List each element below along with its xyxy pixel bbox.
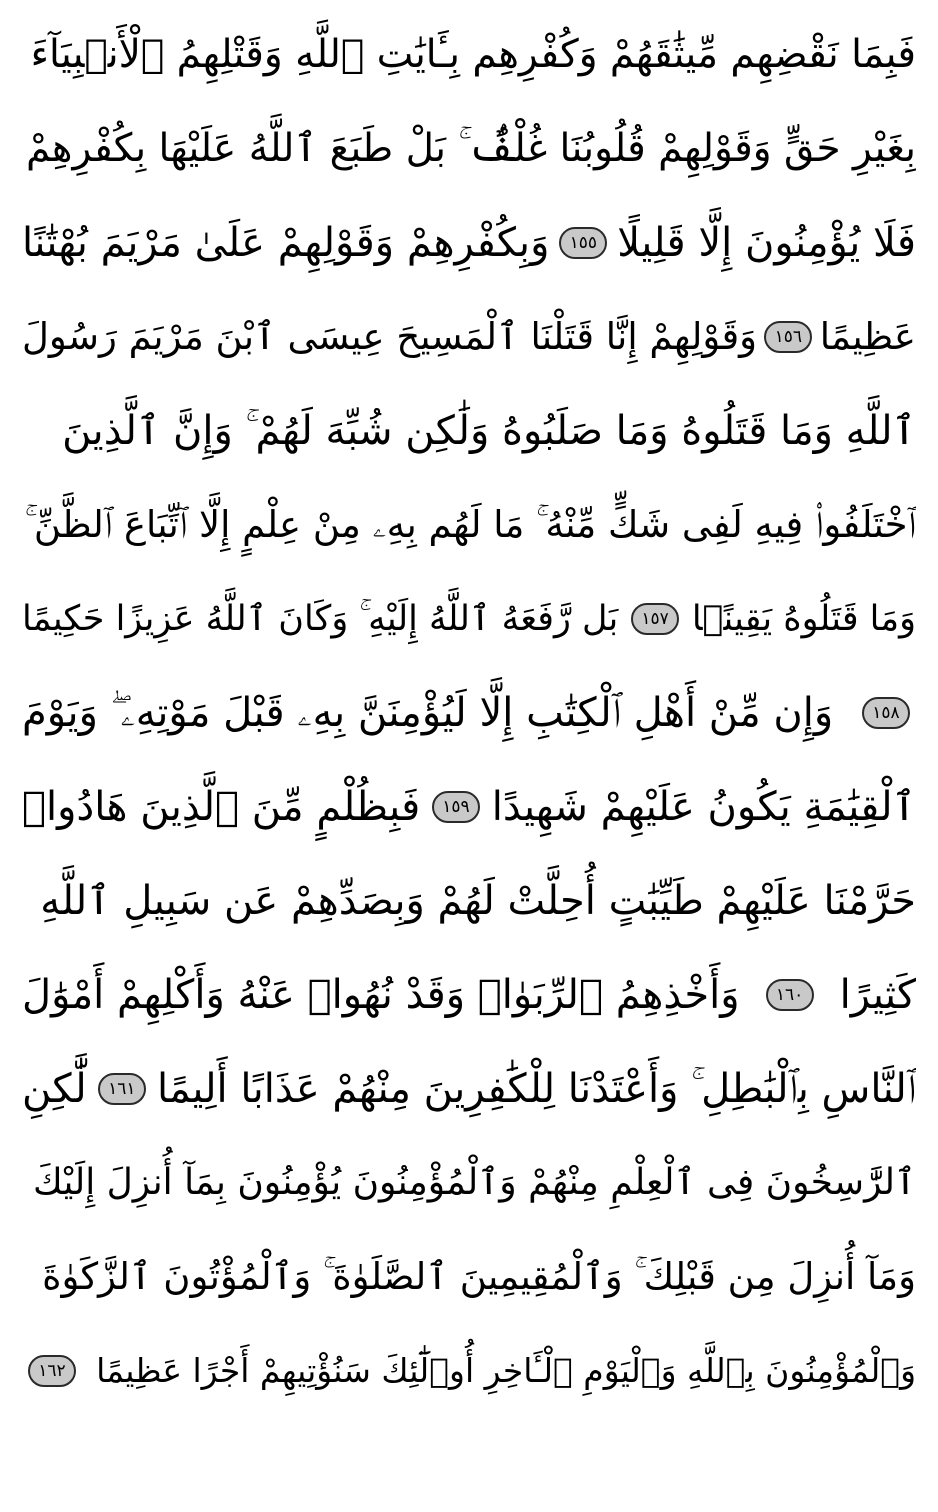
verse-text: ٱخْتَلَفُوا۟ فِيهِ لَفِى شَكٍّ مِّنْهُ ۚ مَا لَهُم بِهِۦ مِنْ عِلْمٍ إِلَّا ٱتِّبَاعَ ٱلظَّنِّ ۚ	[24, 503, 916, 546]
verse-text: فَبِظُلْمٍ مِّنَ ٱلَّذِينَ هَادُوا۟	[22, 784, 421, 830]
text-line	[22, 666, 916, 760]
verse-text: ٱلرَّٰسِخُونَ فِى ٱلْعِلْمِ مِنْهُمْ وَٱلْمُؤْمِنُونَ يُؤْمِنُونَ بِمَآ أُنزِلَ إِلَيْكَ	[33, 1162, 916, 1203]
text-line	[22, 478, 916, 572]
verse-text: لَّٰكِنِ	[22, 1066, 87, 1112]
text-line	[22, 760, 916, 854]
verse-text: وَإِن مِّنْ أَهْلِ ٱلْكِتَٰبِ إِلَّا لَيُؤْمِنَنَّ بِهِۦ قَبْلَ مَوْتِهِۦ ۖ وَيَوْمَ	[22, 690, 834, 736]
text-line	[22, 102, 916, 196]
verse-text: فَبِمَا نَقْضِهِم مِّيثَٰقَهُمْ وَكُفْرِهِم بِـَٔايَٰتِ ٱللَّهِ وَقَتْلِهِمُ ٱلْأَنۢبِيَآءَ	[30, 32, 916, 77]
verse-number-marker: ١٦٠	[766, 979, 814, 1011]
text-line	[22, 1042, 916, 1136]
text-line	[22, 196, 916, 290]
verse-text: ٱللَّهِ وَمَا قَتَلُوهُ وَمَا صَلَبُوهُ وَلَٰكِن شُبِّهَ لَهُمْ ۚ وَإِنَّ ٱلَّذِينَ	[62, 408, 916, 454]
verse-text: كَثِيرًا	[839, 972, 916, 1018]
text-line	[22, 384, 916, 478]
verse-text: بَل رَّفَعَهُ ٱللَّهُ إِلَيْهِ ۚ وَكَانَ ٱللَّهُ عَزِيزًا حَكِيمًا	[22, 599, 619, 639]
verse-number-marker: ١٥٨	[862, 697, 910, 729]
verse-text: وَبِكُفْرِهِمْ وَقَوْلِهِمْ عَلَىٰ مَرْيَمَ بُهْتَٰنًا	[22, 220, 550, 266]
text-line	[22, 8, 916, 102]
verse-text: بِغَيْرِ حَقٍّ وَقَوْلِهِمْ قُلُوبُنَا غُلْفٌۢ ۚ بَلْ طَبَعَ ٱللَّهُ عَلَيْهَا بِكُفْرِهِمْ	[25, 126, 916, 171]
text-line	[22, 1324, 916, 1418]
text-line	[22, 290, 916, 384]
verse-number-marker: ١٦٢	[28, 1355, 76, 1387]
text-line	[22, 948, 916, 1042]
verse-text: فَلَا يُؤْمِنُونَ إِلَّا قَلِيلًا	[617, 220, 916, 266]
verse-number-marker: ١٥٦	[764, 321, 812, 353]
verse-text: ٱلْقِيَٰمَةِ يَكُونُ عَلَيْهِمْ شَهِيدًا	[491, 784, 916, 830]
verse-text: وَقَوْلِهِمْ إِنَّا قَتَلْنَا ٱلْمَسِيحَ عِيسَى ٱبْنَ مَرْيَمَ رَسُولَ	[22, 315, 758, 358]
verse-text: ٱلنَّاسِ بِٱلْبَٰطِلِ ۚ وَأَعْتَدْنَا لِلْكَٰفِرِينَ مِنْهُمْ عَذَابًا أَلِيمًا	[156, 1066, 916, 1112]
verse-text: وَٱلْمُؤْمِنُونَ بِٱللَّهِ وَٱلْيَوْمِ ٱلْـَٔاخِرِ أُو۟لَٰٓئِكَ سَنُؤْتِيهِمْ أَجْرًا عَظِيمًا	[96, 1351, 916, 1390]
text-line	[22, 854, 916, 948]
text-line	[22, 1230, 916, 1324]
verse-number-marker: ١٥٥	[559, 227, 607, 259]
verse-number-marker: ١٥٩	[432, 791, 480, 823]
verse-text: وَمَا قَتَلُوهُ يَقِينًۢا	[691, 599, 916, 639]
verse-number-marker: ١٥٧	[631, 603, 679, 635]
verse-text: وَأَخْذِهِمُ ٱلرِّبَوٰا۟ وَقَدْ نُهُوا۟ عَنْهُ وَأَكْلِهِمْ أَمْوَٰلَ	[22, 972, 740, 1018]
verse-text: وَمَآ أُنزِلَ مِن قَبْلِكَ ۚ وَٱلْمُقِيمِينَ ٱلصَّلَوٰةَ ۚ وَٱلْمُؤْتُونَ ٱلزَّكَوٰةَ	[42, 1255, 916, 1298]
verse-number-marker: ١٦١	[98, 1073, 146, 1105]
verse-text: عَظِيمًا	[819, 315, 916, 358]
text-line	[22, 572, 916, 666]
text-line	[22, 1136, 916, 1230]
verse-text: حَرَّمْنَا عَلَيْهِمْ طَيِّبَٰتٍ أُحِلَّتْ لَهُمْ وَبِصَدِّهِمْ عَن سَبِيلِ ٱللَّهِ	[40, 878, 916, 924]
